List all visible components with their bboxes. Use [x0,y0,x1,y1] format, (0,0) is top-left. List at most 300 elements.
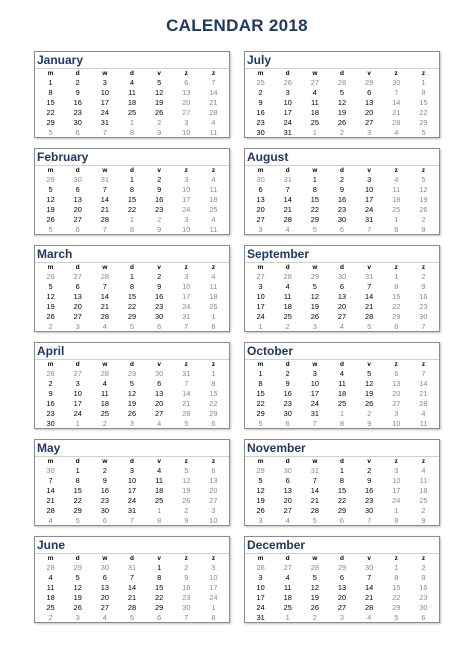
day-grid [245,360,439,429]
day-cell: 10 [283,98,292,107]
day-cell: 13 [337,583,347,592]
day-cell: 29 [392,312,401,321]
day-cell: 5 [48,128,53,137]
weekday-header: m [257,361,264,368]
day-cell: 22 [155,593,164,602]
day-cell: 27 [337,312,347,321]
day-cell: 22 [127,302,137,311]
day-cell: 30 [283,409,292,418]
day-cell: 15 [73,486,82,495]
day-cell: 13 [337,292,347,301]
day-cell: 31 [365,215,374,224]
day-cell: 6 [75,185,80,194]
day-cell: 21 [365,593,374,602]
day-cell: 29 [127,369,137,378]
day-cell: 14 [419,379,428,388]
day-cell: 1 [75,466,80,475]
day-cell: 10 [365,185,374,194]
day-cell: 8 [157,573,162,582]
day-cell: 21 [209,98,218,107]
weekday-header: v [367,555,371,562]
day-cell: 26 [256,506,265,515]
day-cell: 2 [367,466,372,475]
day-cell: 11 [209,282,218,291]
day-cell: 5 [157,78,162,87]
day-cell: 3 [75,613,80,622]
day-cell: 11 [46,583,55,592]
day-cell: 5 [367,369,372,378]
day-cell: 31 [127,563,137,572]
day-cell: 25 [209,205,218,214]
day-cell: 5 [48,225,53,234]
day-cell: 16 [256,108,265,117]
day-cell: 5 [421,128,426,137]
day-cell: 22 [337,496,347,505]
day-cell: 17 [256,593,265,602]
weekday-header: z [421,361,426,368]
month-april [34,342,230,429]
day-cell: 16 [182,583,191,592]
weekday-header: v [157,70,161,77]
day-cell: 14 [100,292,109,301]
day-cell: 4 [285,282,290,291]
month-february [34,148,230,235]
day-cell: 9 [367,476,372,485]
day-cell: 15 [155,583,164,592]
weekday-header: z [184,264,188,271]
day-cell: 9 [421,225,426,234]
day-cell: 11 [419,419,428,428]
month-march [34,245,230,332]
day-cell: 27 [73,272,82,281]
month-june [34,536,230,623]
day-cell: 28 [100,312,109,321]
day-cell: 11 [338,379,346,388]
day-cell: 10 [182,128,191,137]
weekday-header: d [340,264,344,271]
day-cell: 2 [312,613,317,622]
day-cell: 11 [128,88,136,97]
day-cell: 28 [209,108,218,117]
day-cell: 19 [310,302,319,311]
day-cell: 27 [310,78,319,87]
day-cell: 6 [285,476,290,485]
day-cell: 1 [211,312,216,321]
day-cell: 25 [337,399,347,408]
day-cell: 30 [155,369,164,378]
weekday-header: w [312,361,318,368]
weekday-header: z [184,70,188,77]
day-cell: 6 [102,516,107,525]
day-cell: 29 [256,409,265,418]
day-cell: 27 [283,563,292,572]
left-column [34,51,230,633]
day-grid [35,69,229,138]
day-cell: 3 [75,322,80,331]
day-cell: 17 [182,292,191,301]
day-cell: 28 [100,272,109,281]
day-cell: 7 [367,282,372,291]
day-cell: 11 [283,583,292,592]
day-cell: 17 [392,486,401,495]
day-cell: 17 [283,108,292,117]
day-cell: 12 [365,379,374,388]
month-name: March [35,246,229,263]
day-cell: 18 [419,486,428,495]
day-cell: 4 [285,225,290,234]
day-cell: 5 [75,573,80,582]
day-cell: 7 [285,185,290,194]
day-cell: 24 [256,603,265,612]
day-cell: 2 [421,506,426,515]
day-cell: 13 [392,379,401,388]
day-cell: 5 [312,516,317,525]
day-cell: 31 [100,118,109,127]
day-cell: 4 [102,379,107,388]
day-cell: 12 [182,476,191,485]
day-cell: 1 [421,78,426,87]
weekday-header: d [75,458,80,465]
day-cell: 5 [312,225,317,234]
day-cell: 18 [283,593,292,602]
day-cell: 8 [48,88,53,97]
day-cell: 5 [129,379,135,388]
weekday-header: z [394,264,398,271]
day-grid [35,457,229,526]
day-cell: 1 [211,603,216,612]
day-cell: 1 [157,563,162,572]
day-cell: 9 [184,573,189,582]
weekday-header: d [75,70,80,77]
day-cell: 4 [129,78,135,87]
day-cell: 25 [46,603,55,612]
day-cell: 2 [157,215,162,224]
day-cell: 27 [392,399,401,408]
day-cell: 9 [157,282,162,291]
day-cell: 17 [256,302,265,311]
day-cell: 13 [73,292,82,301]
day-cell: 26 [127,409,137,418]
day-cell: 30 [283,466,292,475]
day-cell: 23 [100,496,109,505]
day-cell: 25 [283,312,292,321]
day-cell: 14 [365,292,374,301]
day-cell: 4 [312,88,317,97]
day-cell: 3 [184,118,189,127]
weekday-header: z [211,264,216,271]
day-cell: 20 [182,98,191,107]
weekday-header: w [102,167,108,174]
day-cell: 12 [127,389,137,398]
day-cell: 19 [46,302,55,311]
day-cell: 13 [365,98,374,107]
day-cell: 6 [421,613,426,622]
weekday-header: v [367,458,371,465]
day-cell: 2 [421,272,426,281]
day-cell: 6 [75,282,80,291]
month-october [244,342,440,429]
weekday-header: z [211,458,216,465]
day-cell: 16 [365,486,374,495]
day-cell: 25 [100,409,109,418]
day-cell: 1 [75,419,80,428]
day-cell: 9 [421,282,426,291]
day-cell: 23 [365,496,374,505]
day-cell: 19 [127,399,137,408]
day-cell: 10 [100,88,109,97]
day-cell: 13 [155,389,164,398]
day-cell: 11 [155,476,163,485]
day-cell: 11 [209,185,218,194]
day-cell: 30 [419,312,428,321]
weekday-header: d [75,555,80,562]
month-name: April [35,343,229,360]
day-cell: 16 [46,399,55,408]
weekday-header: z [211,361,216,368]
day-cell: 12 [73,583,82,592]
day-cell: 5 [339,88,345,97]
day-cell: 18 [155,486,164,495]
day-cell: 7 [102,225,107,234]
day-cell: 22 [209,399,218,408]
day-cell: 8 [75,476,80,485]
day-cell: 7 [367,573,372,582]
day-cell: 29 [337,506,347,515]
day-cell: 25 [419,496,428,505]
day-cell: 23 [155,302,164,311]
day-grid [35,263,229,332]
day-cell: 7 [312,419,317,428]
weekday-header: z [421,458,426,465]
day-cell: 20 [256,205,265,214]
day-cell: 11 [311,98,319,107]
day-cell: 10 [127,476,137,485]
day-cell: 9 [102,476,107,485]
day-cell: 6 [339,282,345,291]
day-cell: 7 [421,322,426,331]
day-cell: 4 [48,573,53,582]
day-cell: 3 [258,516,263,525]
day-cell: 24 [182,205,191,214]
day-cell: 2 [285,369,290,378]
weekday-header: d [130,70,134,77]
day-cell: 7 [184,379,189,388]
day-cell: 3 [339,613,345,622]
day-cell: 6 [258,185,263,194]
month-name: February [35,149,229,166]
day-cell: 5 [48,282,53,291]
weekday-header: w [312,70,318,77]
weekday-header: v [157,458,161,465]
day-cell: 4 [339,322,345,331]
day-cell: 7 [102,282,107,291]
day-cell: 13 [100,583,109,592]
day-cell: 27 [73,215,82,224]
weekday-header: z [394,167,398,174]
day-cell: 3 [312,322,317,331]
day-cell: 23 [155,205,164,214]
weekday-header: w [102,555,108,562]
day-cell: 23 [419,302,428,311]
day-cell: 21 [100,205,109,214]
day-cell: 1 [157,506,162,515]
day-cell: 13 [73,195,82,204]
day-cell: 20 [337,302,347,311]
day-grid [245,263,439,332]
day-cell: 4 [211,118,216,127]
day-cell: 30 [155,312,164,321]
weekday-header: d [285,458,290,465]
day-cell: 8 [211,322,216,331]
weekday-header: w [312,555,318,562]
day-cell: 27 [182,108,191,117]
day-cell: 29 [419,118,428,127]
weekday-header: w [102,264,108,271]
day-cell: 10 [209,573,218,582]
day-cell: 30 [419,603,428,612]
day-cell: 9 [157,225,162,234]
day-cell: 18 [392,195,401,204]
month-november [244,439,440,526]
day-cell: 5 [367,322,372,331]
day-cell: 2 [339,175,345,184]
weekday-header: z [211,70,216,77]
day-cell: 14 [127,583,137,592]
weekday-header: z [394,555,398,562]
day-cell: 4 [157,466,162,475]
day-cell: 29 [46,118,55,127]
day-cell: 31 [100,175,109,184]
day-cell: 26 [256,563,265,572]
day-cell: 20 [100,593,109,602]
day-cell: 31 [256,613,265,622]
day-cell: 13 [182,88,191,97]
day-cell: 21 [365,302,374,311]
day-cell: 4 [421,409,426,418]
weekday-header: m [47,70,54,77]
day-cell: 6 [339,573,345,582]
day-cell: 21 [419,389,428,398]
day-cell: 7 [102,185,107,194]
day-cell: 15 [256,389,265,398]
day-cell: 6 [211,466,216,475]
day-cell: 22 [127,205,137,214]
day-cell: 15 [392,292,401,301]
day-cell: 17 [73,399,82,408]
month-name: December [245,537,439,554]
day-cell: 29 [127,312,137,321]
day-cell: 2 [75,78,80,87]
day-cell: 8 [129,225,135,234]
day-cell: 5 [394,613,399,622]
day-cell: 12 [256,486,265,495]
day-cell: 21 [100,302,109,311]
weekday-header: d [285,361,290,368]
day-cell: 30 [100,563,109,572]
day-cell: 12 [419,185,428,194]
day-grid [245,457,439,526]
day-cell: 6 [339,225,345,234]
day-cell: 30 [73,118,82,127]
day-cell: 9 [258,98,263,107]
day-cell: 1 [285,613,290,622]
day-cell: 9 [367,419,372,428]
day-cell: 4 [394,128,399,137]
day-cell: 18 [209,292,218,301]
day-cell: 1 [339,409,345,418]
day-cell: 24 [209,593,218,602]
day-cell: 5 [184,419,189,428]
day-cell: 31 [365,272,374,281]
day-cell: 30 [46,466,55,475]
weekday-header: v [157,264,161,271]
day-cell: 5 [129,322,135,331]
day-cell: 7 [367,516,372,525]
day-cell: 4 [211,272,216,281]
day-cell: 8 [157,516,162,525]
weekday-header: d [130,264,134,271]
day-cell: 1 [394,215,399,224]
day-cell: 10 [392,476,401,485]
weekday-header: w [312,458,318,465]
day-cell: 4 [102,322,107,331]
day-cell: 15 [310,195,319,204]
day-cell: 11 [392,185,401,194]
day-cell: 9 [184,516,189,525]
day-cell: 3 [258,573,263,582]
day-cell: 25 [392,205,401,214]
day-cell: 30 [337,272,347,281]
day-cell: 30 [365,506,374,515]
day-cell: 22 [392,593,401,602]
right-column [244,51,440,633]
day-cell: 9 [75,88,80,97]
weekday-header: w [102,70,108,77]
month-name: June [35,537,229,554]
day-cell: 15 [419,98,428,107]
weekday-header: m [47,361,54,368]
day-cell: 19 [73,593,82,602]
weekday-header: m [47,167,54,174]
day-cell: 28 [310,563,319,572]
day-cell: 21 [46,496,55,505]
day-cell: 20 [283,496,292,505]
day-cell: 9 [157,128,162,137]
day-cell: 28 [283,272,292,281]
weekday-header: z [394,458,398,465]
day-cell: 5 [258,419,263,428]
day-cell: 6 [75,225,80,234]
day-cell: 1 [394,272,399,281]
day-cell: 14 [310,486,319,495]
day-cell: 4 [339,369,345,378]
day-cell: 1 [129,272,135,281]
day-cell: 31 [182,369,191,378]
day-cell: 4 [102,613,107,622]
day-cell: 24 [100,108,109,117]
day-cell: 1 [48,78,53,87]
day-cell: 26 [182,496,191,505]
weekday-header: m [257,264,264,271]
day-cell: 8 [312,185,317,194]
day-cell: 15 [46,98,55,107]
weekday-header: z [421,167,426,174]
day-cell: 10 [392,419,401,428]
day-cell: 1 [129,118,135,127]
day-cell: 4 [211,215,216,224]
day-cell: 6 [184,78,189,87]
day-cell: 2 [367,409,372,418]
